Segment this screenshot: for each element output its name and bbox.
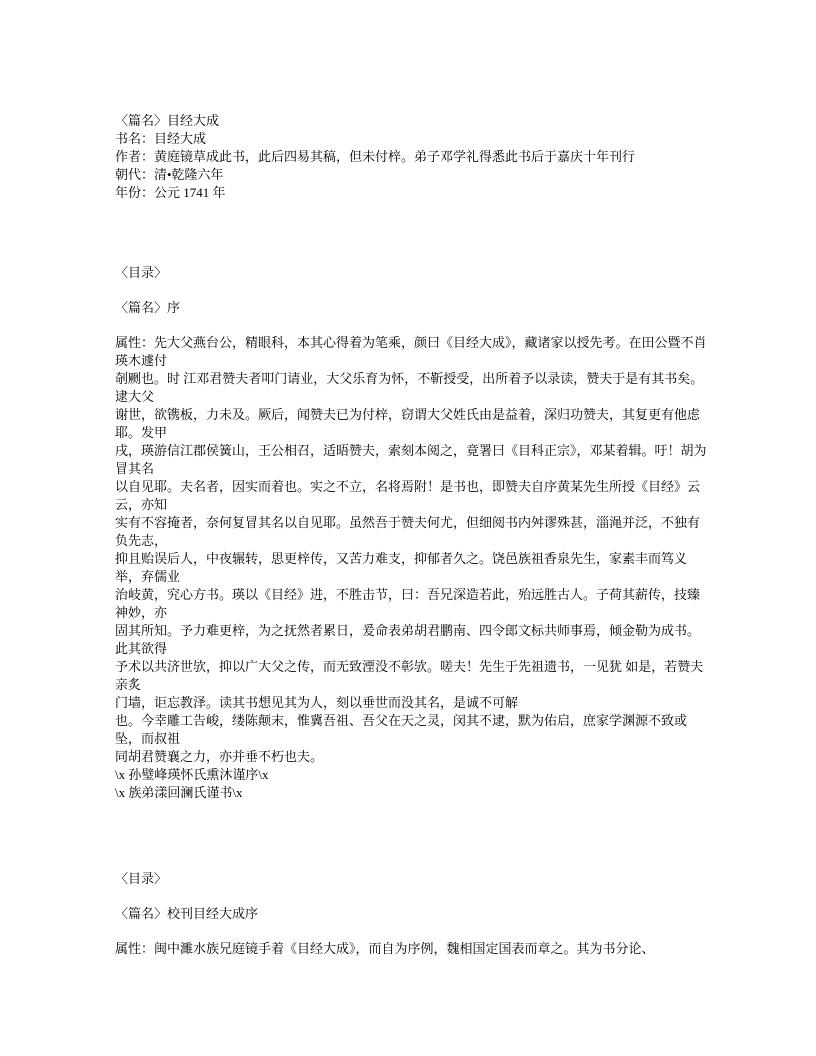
preface-signatures [115,766,707,802]
text-line: 属性：闽中濉水族兄庭镜手着《目经大成》，而自为序例，魏相国定国表而章之。其为书分论、 [115,941,655,956]
jiaokan-section-title: 〈篇名〉校刊目经大成序 [115,906,259,921]
preface-paragraph [115,334,707,766]
text-line: 门墙，讵忘教泽。读其书想见其为人，刻以垂世而没其名，是诚不可解 [115,695,519,710]
text-line: 实有不容掩者，奈何复冒其名以自见耶。虽然吾于赞夫何尤，但细阅书内舛谬殊甚，淄渑并泛，不独有负先志， [115,515,701,548]
toc-label-2: 〈目录〉 [115,871,168,886]
text-line: \x 孙璧峰瑛怀氏熏沐谨序\x [115,767,269,782]
text-line: 朝代：清•乾隆六年 [115,167,224,182]
text-line: 也。今幸雕工告峻，缕陈颠末，惟冀吾祖、吾父在天之灵，闵其不逮，默为佑启，庶家学渊源不致或坠，而叔祖 [115,713,688,746]
text-line: 属性：先大父燕台公，精眼科，本其心得着为笔乘，颜曰《目经大成》，藏诸家以授先考。在田公暨不肖瑛木遽付 [115,335,707,368]
document-metadata [115,112,707,202]
text-line: 治岐黄，究心方书。瑛以《目经》进，不胜击节，曰：吾兄深造若此，殆远胜古人。子荷其薪传，技臻神妙，亦 [115,587,701,620]
text-line: 作者：黄庭镜草成此书，此后四易其稿，但未付梓。弟子邓学礼得悉此书后于嘉庆十年刊行 [115,149,636,164]
text-line: 剞劂也。时 江邓君赞夫者叩门请业，大父乐育为怀，不靳授受，出所着予以录读，赞夫于是有其书矣。逮大父 [115,371,704,404]
text-line: 谢世，欲镌板，力未及。厥后，闻赞夫已为付梓，窃谓大父姓氏由是益着，深归功赞夫，其复更有他虑耶。发甲 [115,407,701,440]
text-line: \x 族弟漾回澜氏谨书\x [115,785,243,800]
text-line: 固其所知。予力难更梓，为之抚然者累日，爰命表弟胡君鹏南、四令郎文标共师事焉，倾金勒为成书。此其欲得 [115,623,701,656]
text-line: 〈篇名〉目经大成 [115,113,220,128]
text-line: 以自见耶。夫名者，因实而着也。实之不立，名将焉附！是书也，即赞夫自序黄某先生所授《目经》云云，亦知 [115,479,701,512]
text-line: 年份：公元 1741 年 [115,185,226,200]
text-line: 戌，瑛游信江郡侯簧山，王公相召，适晤赞夫，索刻本阅之，竟署曰《目科正宗》，邓某着辑。吁！胡为冒其名 [115,443,707,476]
text-line: 抑且贻误后人，中夜辗转，思更梓传，又苦力难支，抑郁者久之。饶邑族祖香泉先生，家素丰而笃义举，弃儒业 [115,551,688,584]
toc-label-1: 〈目录〉 [115,265,168,280]
text-line: 同胡君赞襄之力，亦并垂不朽也夫。 [115,749,324,764]
preface-section-title: 〈篇名〉序 [115,300,181,315]
text-line: 予术以共济世欤，抑以广大父之传，而无致湮没不彰欤。嗟夫！先生于先祖遗书，一见犹 如是，若赞夫亲炙 [115,659,704,692]
jiaokan-paragraph [115,940,707,958]
text-line: 书名：目经大成 [115,131,207,146]
document-content [115,112,707,958]
